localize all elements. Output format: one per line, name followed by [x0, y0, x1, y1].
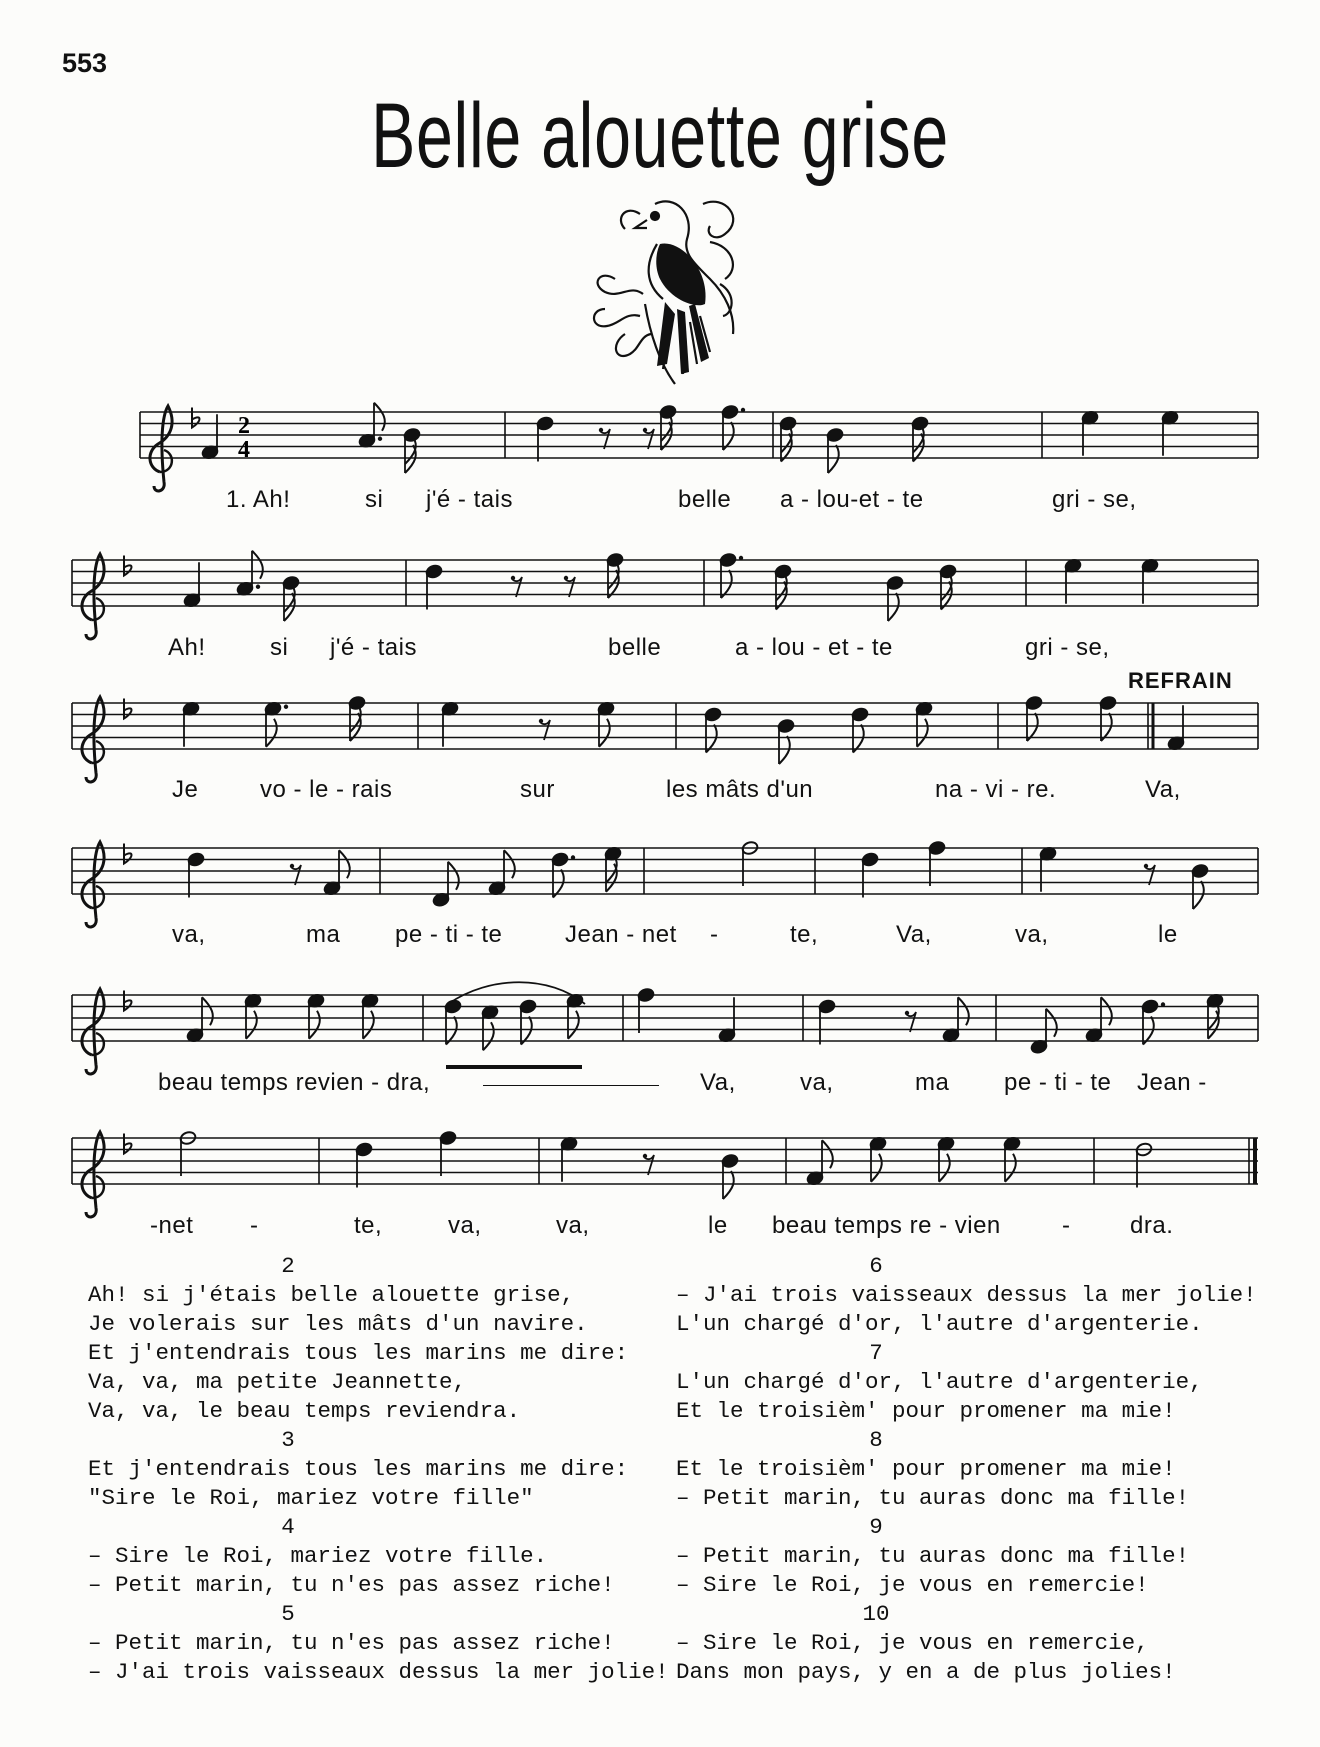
verse-line: – Sire le Roi, mariez votre fille. [88, 1543, 548, 1569]
lyric-line [0, 921, 1320, 953]
verse-number: 10 [862, 1601, 890, 1627]
note-flag [246, 1011, 257, 1039]
lyric-line [0, 1069, 1320, 1101]
lyric-syllable: si [270, 634, 289, 661]
verse-line: Je volerais sur les mâts d'un navire. [88, 1311, 588, 1337]
lyric-syllable: - [250, 1212, 259, 1239]
lyric-syllable: Je [172, 776, 199, 803]
lyric-syllable: j'é - tais [330, 634, 417, 661]
note-flag [958, 997, 969, 1025]
eighth-rest-dot [511, 576, 515, 580]
verse-line: – J'ai trois vaisseaux dessus la mer jolie! [88, 1659, 669, 1685]
lyric-syllable: pe - ti - te [1004, 1069, 1112, 1096]
lyric-syllable: belle [678, 486, 732, 513]
note-flag [779, 736, 790, 764]
lyric-syllable: a - lou - et - te [735, 634, 893, 661]
lyric-line [0, 634, 1320, 666]
page-number: 553 [62, 48, 108, 78]
verse-line: – Petit marin, tu auras donc ma fille! [676, 1543, 1190, 1569]
verse-line: Va, va, ma petite Jeannette, [88, 1369, 467, 1395]
verse-number: 6 [869, 1253, 883, 1279]
time-signature-bottom: 4 [238, 437, 250, 463]
lyric-syllable: sur [520, 776, 555, 803]
lyric-line [0, 486, 1320, 518]
verse-number: 7 [869, 1340, 883, 1366]
eighth-rest-dot [1144, 864, 1148, 868]
lyric-syllable: si [365, 486, 384, 513]
lyric-syllable: Jean - net [565, 921, 677, 948]
eighth-rest-dot [643, 1154, 647, 1158]
note-flag [202, 997, 213, 1025]
lyric-syllable: le [708, 1212, 728, 1239]
lyric-syllable: va, [800, 1069, 834, 1096]
lyric-syllable: a - lou-et - te [780, 486, 924, 513]
lyric-syllable: ma [306, 921, 341, 948]
note-flag [871, 1154, 882, 1182]
verses-left-column [88, 1252, 688, 1687]
treble-clef [150, 406, 172, 491]
flat-sign [124, 699, 132, 719]
note-flag [1193, 881, 1204, 909]
verse-line: Dans mon pays, y en a de plus jolies! [676, 1659, 1176, 1685]
note-dot [1161, 1002, 1165, 1006]
note-flag [828, 445, 839, 473]
note-flag [309, 1011, 320, 1039]
verse-line: L'un chargé d'or, l'autre d'argenterie, [676, 1369, 1203, 1395]
lyric-syllable: Va, [896, 921, 932, 948]
time-signature-top: 2 [238, 413, 250, 439]
note-flag [1005, 1154, 1016, 1182]
lyric-syllable: - [710, 921, 719, 948]
lyric-syllable: gri - se, [1052, 486, 1137, 513]
verse-line: – J'ai trois vaisseaux dessus la mer jolie! [676, 1282, 1257, 1308]
lyric-syllable: j'é - tais [426, 486, 513, 513]
refrain-label: REFRAIN [1128, 668, 1233, 693]
lyric-syllable: pe - ti - te [395, 921, 503, 948]
verse-line: "Sire le Roi, mariez votre fille" [88, 1485, 534, 1511]
note-flag [822, 1140, 833, 1168]
treble-clef [82, 554, 104, 639]
verse-number: 8 [869, 1427, 883, 1453]
note-flag [599, 719, 610, 747]
note-flag [1101, 997, 1112, 1025]
note-flag [723, 1171, 734, 1199]
verse-line: Ah! si j'étais belle alouette grise, [88, 1282, 575, 1308]
treble-clef [82, 1132, 104, 1217]
lyric-syllable: va, [556, 1212, 590, 1239]
verse-number: 5 [281, 1601, 295, 1627]
treble-clef [82, 842, 104, 927]
note-dot [256, 585, 260, 589]
note-flag [363, 1011, 374, 1039]
eighth-rest-dot [599, 428, 603, 432]
lyric-line [0, 1212, 1320, 1244]
verse-line: – Petit marin, tu n'es pas assez riche! [88, 1630, 615, 1656]
lyric-syllable: va, [448, 1212, 482, 1239]
lyric-syllable: le [1158, 921, 1178, 948]
note-flag [339, 850, 350, 878]
note-dot [741, 408, 745, 412]
flat-sign [124, 1134, 132, 1154]
lyric-syllable: beau temps re - vien [772, 1212, 1001, 1239]
verse-line: – Sire le Roi, je vous en remercie, [676, 1630, 1149, 1656]
lyric-syllable: Jean - [1137, 1069, 1207, 1096]
verse-line: – Sire le Roi, je vous en remercie! [676, 1572, 1149, 1598]
flat-sign [124, 556, 132, 576]
lyric-syllable: gri - se, [1025, 634, 1110, 661]
note-dot [284, 705, 288, 709]
treble-clef [82, 697, 104, 782]
lyric-syllable: les mâts d'un [666, 776, 814, 803]
treble-clef [82, 989, 104, 1074]
lyric-syllable: ma [915, 1069, 950, 1096]
verses-right-column [676, 1252, 1276, 1687]
note-flag [252, 551, 263, 579]
note-flag [939, 1154, 950, 1182]
eighth-rest-dot [539, 719, 543, 723]
eighth-rest-dot [905, 1011, 909, 1015]
lyric-syllable: va, [1015, 921, 1049, 948]
verse-line: Va, va, le beau temps reviendra. [88, 1398, 521, 1424]
verse-line: Et le troisièm' pour promener ma mie! [676, 1398, 1176, 1424]
lyric-syllable: va, [172, 921, 206, 948]
verse-number: 2 [281, 1253, 295, 1279]
lyric-syllable: Ah! [168, 634, 206, 661]
verse-line: – Petit marin, tu n'es pas assez riche! [88, 1572, 615, 1598]
note-dot [739, 556, 743, 560]
lyric-syllable: Va, [1145, 776, 1181, 803]
note-flag [504, 850, 515, 878]
flat-sign [192, 408, 200, 428]
eighth-rest-dot [290, 864, 294, 868]
lyric-syllable: te, [790, 921, 819, 948]
verse-line: Et j'entendrais tous les marins me dire: [88, 1340, 629, 1366]
lyric-line [0, 776, 1320, 808]
lyric-syllable: na - vi - re. [935, 776, 1057, 803]
verse-number: 4 [281, 1514, 295, 1540]
note-flag [1046, 1009, 1057, 1037]
note-flag [448, 862, 459, 890]
lyric-syllable: belle [608, 634, 662, 661]
song-title: Belle alouette grise [371, 85, 949, 187]
eighth-rest-dot [564, 576, 568, 580]
melisma-line [483, 1085, 659, 1086]
lyric-syllable: beau temps revien - dra, [158, 1069, 431, 1096]
lyric-syllable: te, [354, 1212, 383, 1239]
note-flag [483, 1022, 494, 1050]
verse-line: – Petit marin, tu auras donc ma fille! [676, 1485, 1190, 1511]
note-flag [568, 1011, 579, 1039]
note-flag [374, 403, 385, 431]
flat-sign [124, 844, 132, 864]
note-dot [378, 437, 382, 441]
lyric-syllable: vo - le - rais [260, 776, 393, 803]
lyric-syllable: - [1062, 1212, 1071, 1239]
note-dot [571, 855, 575, 859]
lyric-syllable: dra. [1130, 1212, 1174, 1239]
note-flag [888, 593, 899, 621]
lyric-syllable: 1. Ah! [226, 486, 291, 513]
verse-line: Et le troisièm' pour promener ma mie! [676, 1456, 1176, 1482]
note-flag [917, 719, 928, 747]
lyric-syllable: Va, [700, 1069, 736, 1096]
flat-sign [124, 991, 132, 1011]
verse-number: 9 [869, 1514, 883, 1540]
verse-line: Et j'entendrais tous les marins me dire: [88, 1456, 629, 1482]
eighth-rest-dot [643, 428, 647, 432]
slur [448, 982, 585, 1004]
note-flag [266, 719, 277, 747]
verse-line: L'un chargé d'or, l'autre d'argenterie. [676, 1311, 1203, 1337]
verse-number: 3 [281, 1427, 295, 1453]
lyric-syllable: -net [150, 1212, 194, 1239]
